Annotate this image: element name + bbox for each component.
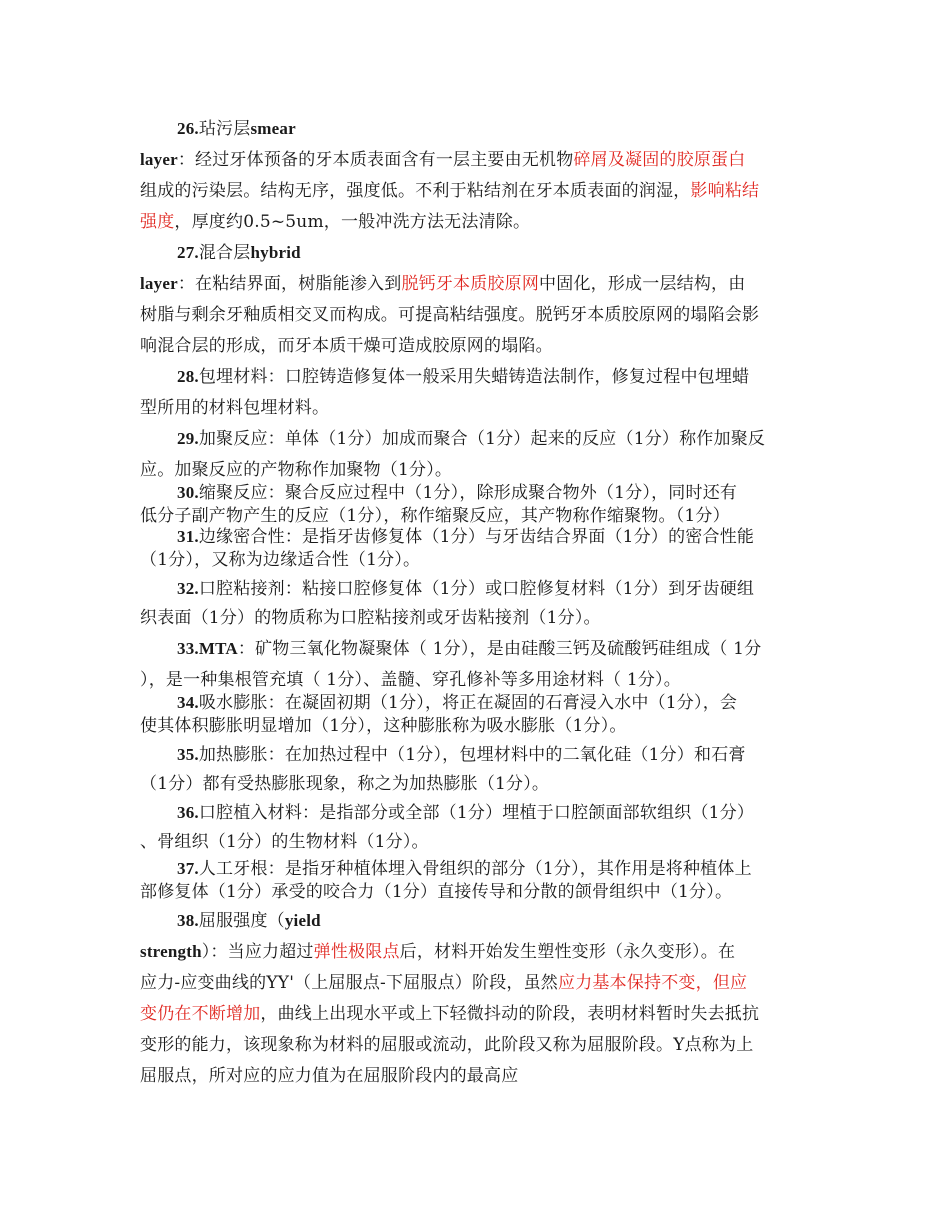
text-line bbox=[140, 715, 627, 737]
text-line bbox=[177, 482, 737, 504]
highlighted-text: 弹性极限点 bbox=[313, 942, 400, 962]
text-segment: 口腔粘接剂：粘接口腔修复体（1分）或口腔修复材料（1分）到牙齿硬组 bbox=[198, 579, 755, 599]
highlighted-text: 强度 bbox=[140, 212, 175, 232]
text-line bbox=[140, 831, 429, 853]
text-segment: 低分子副产物产生的反应（1分），称作缩聚反应，其产物称作缩聚物。（1分） bbox=[140, 506, 730, 526]
text-line bbox=[140, 881, 732, 903]
text-line bbox=[140, 607, 601, 629]
text-segment: ），是一种集根管充填（ 1分）、盖髓、穿孔修补等多用途材料（ 1分）。 bbox=[140, 670, 681, 690]
bold-term: strength bbox=[140, 942, 202, 961]
text-line bbox=[177, 802, 754, 824]
text-segment: 口腔植入材料：是指部分或全部（1分）埋植于口腔颌面部软组织（1分） bbox=[198, 803, 755, 823]
text-line bbox=[140, 773, 549, 795]
text-segment: ）：当应力超过 bbox=[201, 942, 314, 962]
bold-term: smear bbox=[250, 119, 296, 138]
text-line bbox=[140, 304, 759, 326]
text-line bbox=[140, 669, 681, 691]
text-line bbox=[177, 638, 761, 660]
text-line bbox=[177, 428, 765, 450]
text-segment: 人工牙根：是指牙种植体埋入骨组织的部分（1分），其作用是将种植体上 bbox=[198, 859, 752, 879]
text-line bbox=[140, 1003, 759, 1025]
bold-term: 35. bbox=[177, 745, 199, 764]
text-line bbox=[140, 335, 553, 357]
text-line bbox=[140, 397, 329, 419]
text-line bbox=[177, 858, 752, 880]
text-segment: 包埋材料：口腔铸造修复体一般采用失蜡铸造法制作，修复过程中包埋蜡 bbox=[198, 367, 750, 387]
bold-term: 27. bbox=[177, 243, 199, 262]
bold-term: 33.MTA bbox=[177, 639, 238, 658]
text-line bbox=[140, 149, 745, 171]
highlighted-text: 变仍在不断增加 bbox=[140, 1004, 261, 1024]
bold-term: 31. bbox=[177, 527, 199, 546]
bold-term: 29. bbox=[177, 429, 199, 448]
text-line bbox=[140, 941, 735, 963]
text-line bbox=[177, 526, 754, 548]
text-segment: 应。加聚反应的产物称作加聚物（1分）。 bbox=[140, 460, 453, 480]
highlighted-text: 碎屑及凝固的胶原蛋白 bbox=[573, 150, 746, 170]
text-line bbox=[140, 505, 730, 527]
text-line bbox=[140, 459, 452, 481]
text-line bbox=[177, 118, 296, 140]
bold-term: 32. bbox=[177, 579, 199, 598]
text-segment: 变形的能力，该现象称为材料的屈服或流动，此阶段又称为屈服阶段。Y点称为上 bbox=[140, 1035, 754, 1055]
text-line bbox=[177, 578, 754, 600]
text-segment: ，厚度约0.5~5um，一般冲洗方法无法清除。 bbox=[174, 212, 531, 232]
text-segment: 边缘密合性：是指牙齿修复体（1分）与牙齿结合界面（1分）的密合性能 bbox=[198, 527, 755, 547]
bold-term: layer bbox=[140, 274, 178, 293]
text-segment: 后，材料开始发生塑性变形（永久变形）。在 bbox=[399, 942, 736, 962]
bold-term: layer bbox=[140, 150, 178, 169]
text-segment: ：矿物三氧化物凝聚体（ 1分），是由硅酸三钙及硫酸钙硅组成（ 1分 bbox=[237, 639, 762, 659]
text-segment: ：经过牙体预备的牙本质表面含有一层主要由无机物 bbox=[177, 150, 574, 170]
text-line bbox=[140, 1065, 518, 1087]
highlighted-text: 应力基本保持不变，但应 bbox=[558, 973, 748, 993]
text-segment: （1分）都有受热膨胀现象，称之为加热膨胀（1分）。 bbox=[140, 774, 550, 794]
text-segment: 混合层 bbox=[198, 243, 251, 263]
text-segment: 加聚反应：单体（1分）加成而聚合（1分）起来的反应（1分）称作加聚反 bbox=[198, 429, 766, 449]
text-segment: 应力-应变曲线的YY'（上屈服点-下屈服点）阶段，虽然 bbox=[140, 973, 559, 993]
bold-term: 34. bbox=[177, 693, 199, 712]
text-segment: 中固化，形成一层结构，由 bbox=[539, 274, 746, 294]
text-line bbox=[177, 910, 321, 932]
text-segment: 组成的污染层。结构无序，强度低。不利于粘结剂在牙本质表面的润湿， bbox=[140, 181, 691, 201]
text-line bbox=[140, 549, 420, 571]
text-segment: 屈服强度（ bbox=[198, 911, 285, 931]
highlighted-text: 脱钙牙本质胶原网 bbox=[401, 274, 540, 294]
text-segment: 部修复体（1分）承受的咬合力（1分）直接传导和分散的颌骨组织中（1分）。 bbox=[140, 882, 733, 902]
text-line bbox=[177, 744, 746, 766]
text-line bbox=[140, 211, 530, 233]
text-segment: 响混合层的形成，而牙本质干燥可造成胶原网的塌陷。 bbox=[140, 336, 553, 356]
text-line bbox=[140, 972, 747, 994]
bold-term: 37. bbox=[177, 859, 199, 878]
bold-term: yield bbox=[284, 911, 321, 930]
bold-term: 26. bbox=[177, 119, 199, 138]
text-segment: 加热膨胀：在加热过程中（1分），包埋材料中的二氧化硅（1分）和石膏 bbox=[198, 745, 746, 765]
bold-term: 36. bbox=[177, 803, 199, 822]
bold-term: 30. bbox=[177, 483, 199, 502]
text-line bbox=[177, 366, 749, 388]
text-segment: 玷污层 bbox=[198, 119, 251, 139]
text-segment: 型所用的材料包埋材料。 bbox=[140, 398, 330, 418]
text-line bbox=[140, 1034, 753, 1056]
text-segment: 使其体积膨胀明显增加（1分），这种膨胀称为吸水膨胀（1分）。 bbox=[140, 716, 627, 736]
text-segment: ：在粘结界面，树脂能渗入到 bbox=[177, 274, 402, 294]
text-segment: 吸水膨胀：在凝固初期（1分），将正在凝固的石膏浸入水中（1分），会 bbox=[198, 693, 738, 713]
bold-term: hybrid bbox=[250, 243, 301, 262]
text-segment: 屈服点，所对应的应力值为在屈服阶段内的最高应 bbox=[140, 1066, 519, 1086]
text-segment: 、骨组织（1分）的生物材料（1分）。 bbox=[140, 832, 429, 852]
text-segment: 织表面（1分）的物质称为口腔粘接剂或牙齿粘接剂（1分）。 bbox=[140, 608, 601, 628]
highlighted-text: 影响粘结 bbox=[690, 181, 760, 201]
text-segment: 树脂与剩余牙釉质相交叉而构成。可提高粘结强度。脱钙牙本质胶原网的塌陷会影 bbox=[140, 305, 760, 325]
text-segment: ，曲线上出现水平或上下轻微抖动的阶段，表明材料暂时失去抵抗 bbox=[260, 1004, 760, 1024]
bold-term: 38. bbox=[177, 911, 199, 930]
text-line bbox=[140, 273, 745, 295]
text-line bbox=[177, 692, 737, 714]
bold-term: 28. bbox=[177, 367, 199, 386]
text-segment: （1分），又称为边缘适合性（1分）。 bbox=[140, 550, 421, 570]
text-segment: 缩聚反应：聚合反应过程中（1分），除形成聚合物外（1分），同时还有 bbox=[198, 483, 738, 503]
text-line bbox=[177, 242, 301, 264]
text-line bbox=[140, 180, 759, 202]
